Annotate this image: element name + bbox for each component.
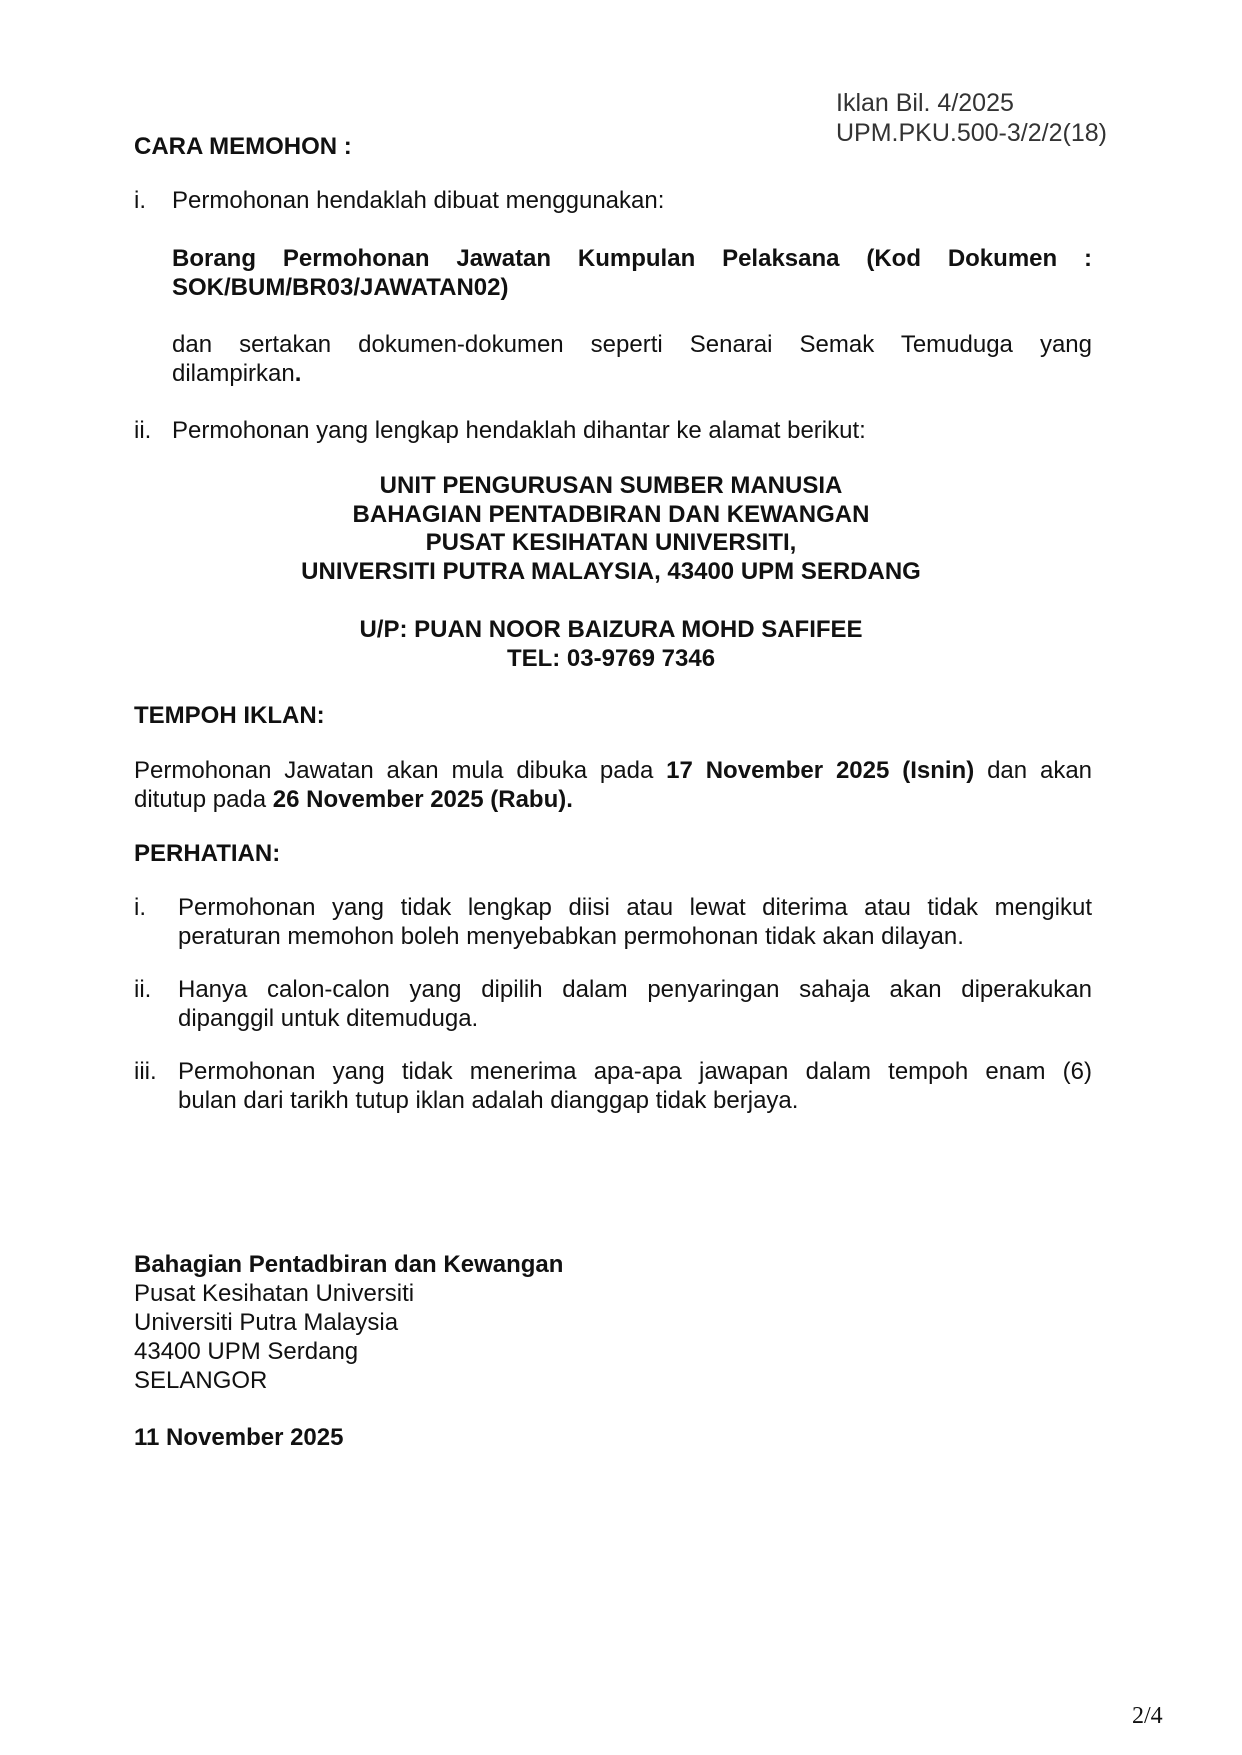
tempoh-text-a: Permohonan Jawatan akan mula dibuka pada — [134, 757, 667, 784]
signature-department: Bahagian Pentadbiran dan Kewangan — [134, 1251, 564, 1278]
form-name-line2: SOK/BUM/BR03/JAWATAN02) — [172, 274, 509, 301]
address-line2: BAHAGIAN PENTADBIRAN DAN KEWANGAN — [352, 501, 870, 528]
tempoh-line1 — [134, 756, 1092, 785]
cara-item-ii-number: ii. — [134, 417, 152, 444]
perhatian-item-line: dipanggil untuk ditemuduga. — [178, 1005, 479, 1032]
signature-state: SELANGOR — [134, 1367, 268, 1394]
perhatian-item-line: Hanya calon-calon yang dipilih dalam penyaringan sahaja akan diperakukan — [178, 976, 1092, 1003]
tempoh-iklan-heading: TEMPOH IKLAN: — [134, 702, 325, 729]
perhatian-item-line: Permohonan yang tidak menerima apa-apa jawapan dalam tempoh enam (6) — [178, 1058, 1092, 1085]
signature-centre: Pusat Kesihatan Universiti — [134, 1280, 415, 1307]
perhatian-item-number: ii. — [134, 976, 152, 1003]
perhatian-item-line: peraturan memohon boleh menyebabkan permohonan tidak akan dilayan. — [178, 923, 964, 950]
signature-date: 11 November 2025 — [134, 1424, 344, 1451]
perhatian-item-number: iii. — [134, 1058, 157, 1085]
tempoh-line2 — [134, 785, 573, 814]
attach-line2 — [172, 359, 301, 388]
cara-item-i-number: i. — [134, 187, 146, 214]
page-number: 2/4 — [1132, 1703, 1163, 1729]
perhatian-item-number: i. — [134, 894, 146, 921]
cara-memohon-heading: CARA MEMOHON : — [134, 133, 352, 160]
perhatian-heading: PERHATIAN: — [134, 840, 281, 867]
attach-line1: dan sertakan dokumen-dokumen seperti Senarai Semak Temuduga yang — [172, 331, 1092, 358]
signature-postcode: 43400 UPM Serdang — [134, 1338, 359, 1365]
close-date: 26 November 2025 (Rabu). — [272, 786, 573, 813]
address-line3: PUSAT KESIHATAN UNIVERSITI, — [425, 529, 797, 556]
telephone-line: TEL: 03-9769 7346 — [506, 645, 716, 672]
perhatian-item-line: Permohonan yang tidak lengkap diisi atau lewat diterima atau tidak mengikut — [178, 894, 1092, 921]
attach-line2-text: dilampirkan — [172, 360, 295, 387]
signature-university: Universiti Putra Malaysia — [134, 1309, 399, 1336]
open-date: 17 November 2025 (Isnin) — [666, 757, 975, 784]
ad-number: Iklan Bil. 4/2025 — [836, 89, 1014, 117]
attach-period: . — [294, 360, 302, 387]
address-line4: UNIVERSITI PUTRA MALAYSIA, 43400 UPM SERDANG — [301, 558, 921, 585]
cara-item-ii-text: Permohonan yang lengkap hendaklah dihantar ke alamat berikut: — [172, 417, 866, 444]
tempoh-text-b: dan akan — [974, 757, 1093, 784]
cara-item-i-text: Permohonan hendaklah dibuat menggunakan: — [172, 187, 665, 214]
file-reference: UPM.PKU.500-3/2/2(18) — [836, 119, 1107, 147]
perhatian-item-line: bulan dari tarikh tutup iklan adalah dianggap tidak berjaya. — [178, 1087, 799, 1114]
address-line1: UNIT PENGURUSAN SUMBER MANUSIA — [379, 472, 843, 499]
form-name-line1: Borang Permohonan Jawatan Kumpulan Pelaksana (Kod Dokumen : — [172, 245, 1092, 272]
attention-line: U/P: PUAN NOOR BAIZURA MOHD SAFIFEE — [359, 616, 863, 643]
tempoh-text-c: ditutup pada — [134, 786, 273, 813]
reference-block — [836, 88, 1107, 148]
